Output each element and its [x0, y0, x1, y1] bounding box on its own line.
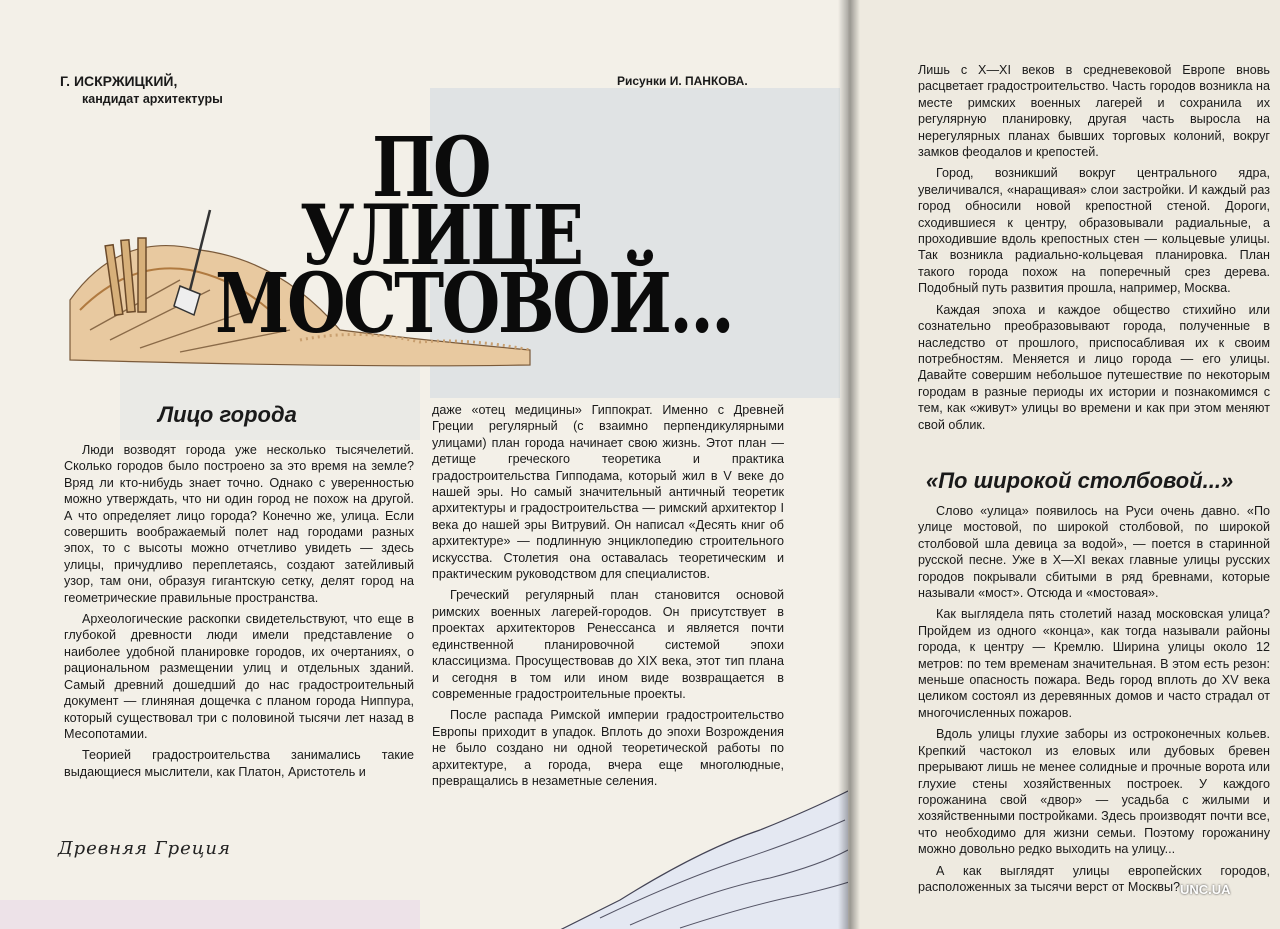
text-column-1: [64, 442, 414, 785]
author-degree: кандидат архитектуры: [82, 92, 223, 106]
section-heading-pillar-road: «По широкой столбовой...»: [926, 468, 1234, 493]
paragraph: После распада Римской империи градостроительство Европы приходит в упадок. Вплоть до эпохи Возрождения не было создано ни одной теоретической работы по архитектуре, а города, вчера еще многолюдные, превращались в незаметные селения.: [432, 708, 784, 788]
section-heading-face-of-city: Лицо города: [158, 402, 297, 427]
landscape-sketch: [560, 790, 848, 929]
author-block: [60, 72, 223, 108]
article-title-line-2: УЛИЦЕ: [300, 188, 582, 284]
paragraph: Археологические раскопки свидетельствуют, что еще в глубокой древности люди имели представление о наиболее удобной планировке городов, их очертаниях, о рациональном размещении улиц и отдельных зданий. Самый древний дошедший до нас градостроительный документ — глиняная дощечка с планом города Ниппура, который существовал три с половиной тысячи лет назад в Месопотамии.: [64, 612, 414, 741]
site-watermark: UNC.UA: [1180, 882, 1231, 897]
paragraph: Греческий регулярный план становится основой римских военных лагерей-городов. Он присутствует в проектах архитекторов Ренессанса и является почти единственной планировочной системой эпохи классицизма. Просуществовав до XIX века, этот тип плана и сегодня в том или ином виде возвращается в современные градостроительные проекты.: [432, 588, 784, 701]
text-column-3: [918, 62, 1270, 438]
paragraph: даже «отец медицины» Гиппократ. Именно с Древней Греции регулярный (с взаимно перпендикулярными улицами) план города начинает свою жизнь. Этот план — детище греческого теоретика и практика градостроительства Гипподама, который жил в V веке до нашей эры. Но самый значительный античный теоретик архитектуры и градостроительства — римский архитектор I века до нашей эры Витрувий. Он написал «Десять книг об архитектуре» — подлинную энциклопедию строительного искусства. Столетия она оставалась теоретическим и практическим руководством для специалистов.: [432, 403, 784, 582]
article-title-line-3: МОСТОВОЙ...: [215, 256, 733, 352]
paragraph: Теорией градостроительства занимались такие выдающиеся мыслители, как Платон, Аристотель и: [64, 748, 414, 779]
paragraph: Каждая эпоха и каждое общество стихийно или сознательно преобразовывают города, полученные в наследство от прошлого, приспосабливая их к своим потребностям. Меняется и лицо города — его улицы. Давайте совершим небольшое путешествие по некоторым городам в разные периоды их истории и познакомимся с тем, как «живут» улицы во времени и как при этом меняют свой облик.: [918, 302, 1270, 432]
article-title-line-1: ПО: [372, 120, 490, 216]
paragraph: А как выглядят улицы европейских городов, расположенных за тысячи верст от Москвы?: [918, 863, 1270, 894]
paragraph: Люди возводят города уже несколько тысячелетий. Сколько городов было построено за это время на земле? Вряд ли кто-нибудь знает точно. Однако с уверенностью можно утверждать, что ни один город не похож на другой. А что определяет лицо города? Конечно же, улица. Если совершить воображаемый полет над городами разных эпох, то с высоты можно отчетливо увидеть — здесь улицы, причудливо переплетаясь, создают затейливый узор, там они, образуя гигантскую сетку, делят город на геометрические правильные пространства.: [64, 443, 414, 605]
text-column-2: [432, 402, 784, 794]
author-name: Г. ИСКРЖИЦКИЙ,: [60, 73, 178, 89]
paragraph: Вдоль улицы глухие заборы из остроконечных кольев. Крепкий частокол из еловых или дубовых бревен прерывают лишь не менее солидные и прочные ворота или глухие стены хозяйственных построек. У каждого горожанина свой «двор» — усадьба с жилыми и хозяйственными постройками. Здесь производят почти все, что необходимо для жизни семьи. Поэтому горожанину можно довольно редко выходить на улицу...: [918, 727, 1270, 857]
paragraph: Как выглядела пять столетий назад московская улица? Пройдем из одного «конца», как тогда называли районы города, к центру — Кремлю. Ширина улицы около 12 метров: по тем временам значительная. В этом есть резон: меньше опасность пожара. Ведь город вплоть до XV века целиком состоял из деревянных домов и часто страдал от многочисленных пожаров.: [918, 607, 1270, 720]
paragraph: Лишь с X—XI веков в средневековой Европе вновь расцветает градостроительство. Часть городов возникла на месте римских военных лагерей и сохранила их регулярную планировку, другая часть выросла на нерегулярных планах бывших торговых колоний, вокруг замков феодалов и крепостей.: [918, 63, 1270, 160]
page-gutter: [838, 0, 860, 929]
illustration-caption: Древняя Греция: [58, 838, 231, 859]
illustrator-credit: Рисунки И. ПАНКОВА.: [617, 74, 748, 88]
paragraph: Город, возникший вокруг центрального ядра, увеличивался, «наращивая» слои застройки. И каждый раз город обносили новой крепостной стеной. Дороги, сходившиеся к центру, образовывали радиальные, а проходившие вдоль крепостных стен — кольцевые улицы. Так возникла радиально-кольцевая планировка. План такого города похож на поперечный срез дерева. Подобный путь развития прошла, например, Москва.: [918, 166, 1270, 296]
paragraph: Слово «улица» появилось на Руси очень давно. «По улице мостовой, по широкой столбовой, по широкой столбовой шла девица за водой», — поется в старинной русской песне. Уже в X—XI веках главные улицы русских городов покрывали сбитыми в ряд бревнами, которые называли «мост». Отсюда и «мостовая».: [918, 504, 1270, 601]
text-column-4: [918, 503, 1270, 900]
right-page: [848, 0, 1280, 929]
decorative-band: [0, 900, 420, 929]
